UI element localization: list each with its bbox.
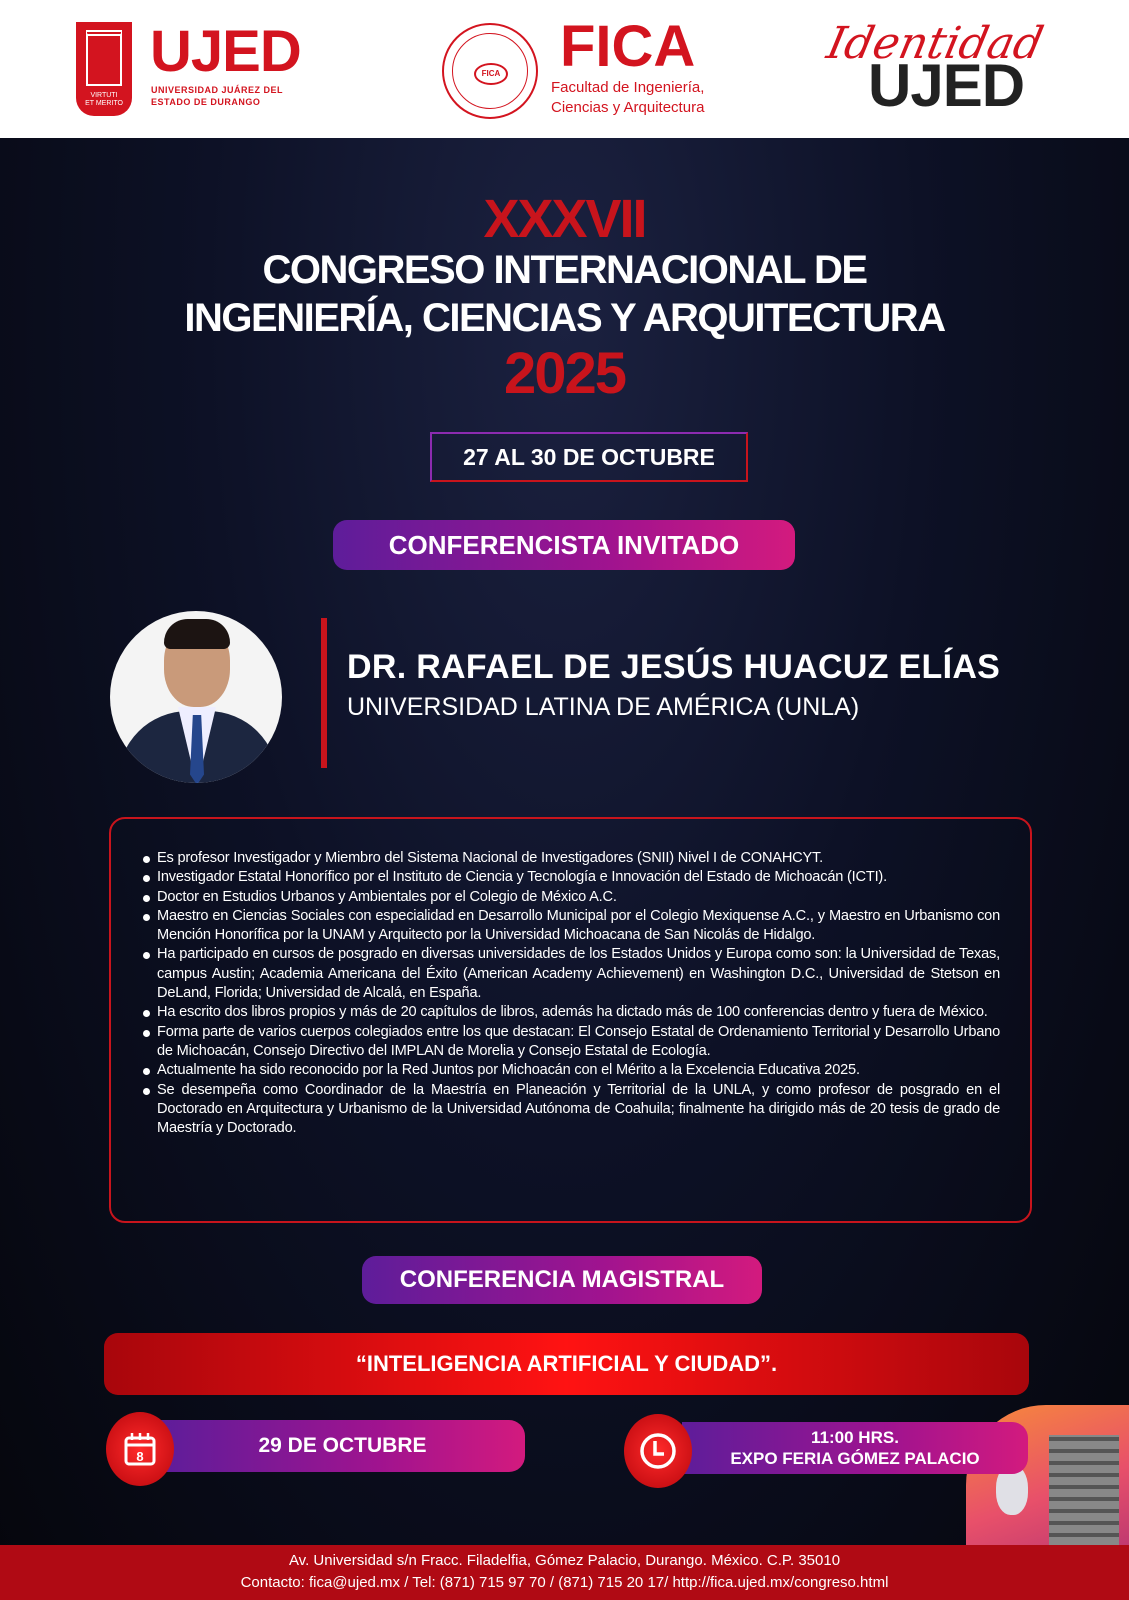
bio-item: Actualmente ha sido reconocido por la Red Juntos por Michoacán con el Mérito a la Excelencia Educativa 2025. bbox=[141, 1061, 1000, 1080]
ujed-subtitle-line1: UNIVERSIDAD JUÁREZ DEL bbox=[151, 85, 284, 95]
fica-subtitle-line2: Ciencias y Arquitectura bbox=[551, 99, 705, 116]
bio-item: Ha escrito dos libros propios y más de 20 capítulos de libros, además ha dictado más de 100 conferencias dentro y fuera de México. bbox=[141, 1003, 1000, 1022]
talk-time: 11:00 HRS. bbox=[811, 1428, 899, 1447]
bio-item: Maestro en Ciencias Sociales con especialidad en Desarrollo Municipal por el Colegio Mexiquense A.C., y Maestro en Urbanismo con Mención Honorífica por la UNAM y Arquitecto por la Universidad Michoacana de San Nicolás de Hidalgo. bbox=[141, 907, 1000, 946]
fica-logo-word: FICA bbox=[560, 14, 696, 79]
event-title-line2: INGENIERÍA, CIENCIAS Y ARQUITECTURA bbox=[184, 296, 945, 340]
edition-number: XXXVII bbox=[483, 189, 646, 249]
fica-subtitle-line1: Facultad de Ingeniería, bbox=[551, 79, 705, 96]
identidad-logo-word: UJED bbox=[868, 52, 1025, 119]
speaker-institution: UNIVERSIDAD LATINA DE AMÉRICA (UNLA) bbox=[347, 693, 860, 721]
talk-title: “INTELIGENCIA ARTIFICIAL Y CIUDAD”. bbox=[104, 1333, 1029, 1395]
speaker-bio bbox=[109, 817, 1032, 1223]
bio-item: Doctor en Estudios Urbanos y Ambientales por el Colegio de México A.C. bbox=[141, 888, 1000, 907]
talk-date: 29 DE OCTUBRE bbox=[160, 1420, 525, 1472]
ujed-logo-subtitle bbox=[151, 84, 283, 108]
ujed-shield-logo: VIRTUTI ET MERITO bbox=[76, 22, 132, 116]
accent-divider bbox=[321, 618, 327, 768]
clock-icon bbox=[624, 1414, 692, 1488]
speaker-name: DR. RAFAEL DE JESÚS HUACUZ ELÍAS bbox=[347, 648, 1001, 686]
event-dates: 27 AL 30 DE OCTUBRE bbox=[430, 432, 748, 482]
footer-contact[interactable]: Contacto: fica@ujed.mx / Tel: (871) 715 97 70 / (871) 715 20 17/ http://fica.ujed.mx/congreso.html bbox=[240, 1574, 889, 1591]
bio-item: Investigador Estatal Honorífico por el Instituto de Ciencia y Tecnología e Innovación del Estado de Michoacán (ICTI). bbox=[141, 868, 1000, 887]
section-label-keynote: CONFERENCIA MAGISTRAL bbox=[362, 1256, 762, 1304]
event-title-line1: CONGRESO INTERNACIONAL DE bbox=[262, 248, 867, 292]
identidad-logo-script: Identidad bbox=[822, 18, 1048, 69]
bio-item: Es profesor Investigador y Miembro del Sistema Nacional de Investigadores (SNII) Nivel I de CONAHCYT. bbox=[141, 849, 1000, 868]
talk-venue: EXPO FERIA GÓMEZ PALACIO bbox=[730, 1449, 980, 1468]
speaker-photo bbox=[110, 611, 282, 783]
event-year: 2025 bbox=[503, 341, 626, 406]
talk-time-venue bbox=[682, 1422, 1028, 1474]
bio-item: Forma parte de varios cuerpos colegiados entre los que destacan: El Consejo Estatal de Ordenamiento Territorial y Desarrollo Urbano de Michoacán, Consejo Directivo del IMPLAN de Morelia y Consejo Estatal de Ecología. bbox=[141, 1023, 1000, 1062]
calendar-icon bbox=[106, 1412, 174, 1486]
footer bbox=[0, 1545, 1129, 1600]
bio-item: Ha participado en cursos de posgrado en diversas universidades de los Estados Unidos y Europa como son: la Universidad de Texas, campus Austin; Academia Americana del Éxito (American Academy Achievement) en Washington D.C., Universidad de Stetson en DeLand, Florida; Universidad de Alcalá, en España. bbox=[141, 945, 1000, 1003]
fica-logo-subtitle bbox=[551, 78, 704, 118]
footer-address: Av. Universidad s/n Fracc. Filadelfia, Gómez Palacio, Durango. México. C.P. 35010 bbox=[288, 1552, 841, 1569]
ujed-subtitle-line2: ESTADO DE DURANGO bbox=[151, 97, 261, 107]
header-logos bbox=[0, 0, 1129, 138]
bio-list bbox=[141, 849, 1000, 1138]
fica-seal-logo: FICA bbox=[442, 23, 538, 119]
svg-text:8: 8 bbox=[136, 1449, 144, 1464]
section-label-invited-speaker: CONFERENCISTA INVITADO bbox=[333, 520, 795, 570]
bio-item: Se desempeña como Coordinador de la Maestría en Planeación y Territorial de la UNLA, y como profesor de posgrado en el Doctorado en Arquitectura y Urbanismo de la Universidad Autónoma de Coahuila; finalmente ha dirigido más de 20 tesis de grado de Maestría y Doctorado. bbox=[141, 1081, 1000, 1139]
ujed-logo-word: UJED bbox=[150, 19, 301, 84]
